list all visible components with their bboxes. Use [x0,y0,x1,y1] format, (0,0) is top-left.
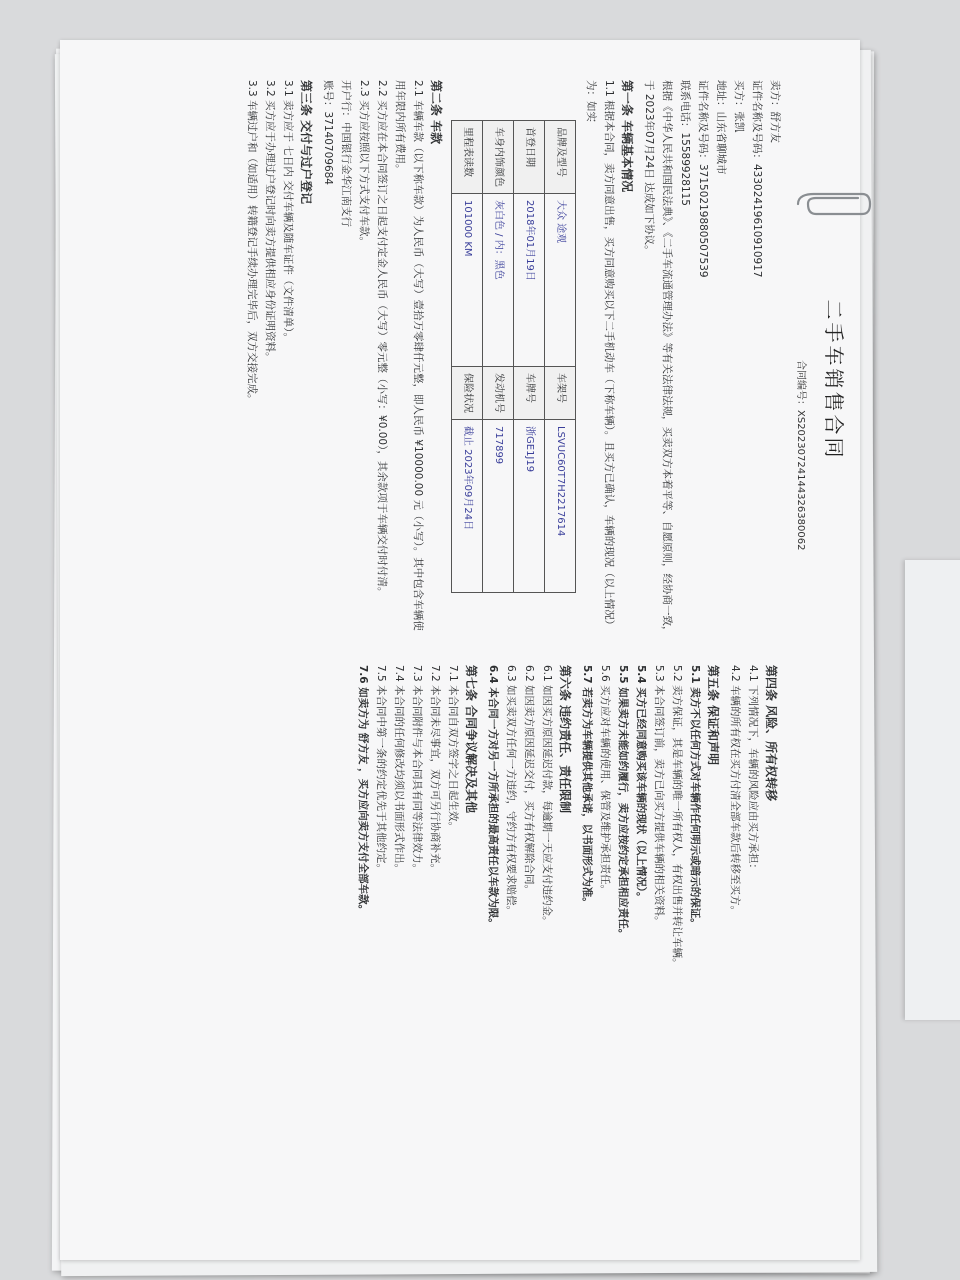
section-2-line: 2.1 车辆车款（以下称车款）为人民币（大写）壹拾万零肆仟元整，即人民币 ¥10000.00 元（小写）。其中包含车辆使用年限内所有费用。 [394,80,424,631]
table-row [483,121,514,593]
section-1-line: 1.1 根据本合同，卖方同意出售，买方同意购买以下二手机动车（下称车辆）。且买方已确认，车辆的现况（以上情况）为：如实 [585,80,615,631]
party-buyer-phone: 联系电话：15589928115 [679,80,691,206]
table-cell: 发动机号 [483,367,514,420]
table-cell: 里程表读数 [452,121,483,194]
section-3-title: 第三条 交付与过户登记 [299,80,313,205]
section-5-line: 5.7 若卖方为车辆提供其他承诺，以书面形式为准。 [581,665,593,908]
contract-title: 二手车销售合同 [822,299,846,461]
preamble: 根据《中华人民共和国民法典》、《二手车流通管理办法》等有关法律法规，买卖双方本着平等、自愿原则，经协商一致，于 2023年07月24日 达成如下协议。 [643,80,673,637]
section-7-title: 第七条 合同争议解决及其他 [464,665,478,814]
table-cell: LSVUC60T7H2217614 [545,420,576,593]
table-cell: 车架号 [545,367,576,420]
section-5-line: 5.5 如果卖方未能如约履行，卖方应按约定承担相应责任。 [617,665,629,940]
section-4-line: 4.1 下列情况下，车辆的风险应由买方承担： [747,665,759,875]
section-6-line: 6.1 如因买方原因延迟付款，每逾期一天应支付违约金。 [541,665,553,927]
party-buyer-address: 地址：山东省聊城市 [715,80,727,175]
section-3-line: 3.1 卖方应于 七日内 交付车辆及随车证件（文件清单）。 [282,80,294,343]
table-cell: 浙GE1J19 [514,420,545,593]
section-7-line: 7.1 本合同自双方签字之日起生效。 [447,665,459,833]
party-buyer: 买方：张凯 [733,80,745,133]
section-5-line: 5.6 买方应对车辆的使用、保管及维护承担责任。 [599,665,611,896]
section-6-line: 6.3 如买卖双方任何一方违约，守约方有权要求赔偿。 [505,665,517,917]
section-2-title: 第二条 车款 [429,80,443,145]
section-7-line: 7.5 本合同中第一条的约定优先于其他约定。 [375,665,387,875]
table-cell: 保险状况 [452,367,483,420]
section-7-line: 7.3 本合同附件与本合同具有同等法律效力。 [411,665,423,875]
section-3-line: 3.3 车辆过户和（如适用）转籍登记手续办理完毕后，双方交接完成。 [246,80,258,405]
section-7-line: 7.2 本合同未尽事宜，双方可另行协商补充。 [429,665,441,875]
table-row [452,121,483,593]
left-column [243,80,820,640]
section-5-line: 5.2 卖方保证，其是车辆的唯一所有权人，有权出售并转让车辆。 [671,665,683,969]
background-paper [905,560,960,1020]
rotated-content [60,40,860,1260]
party-seller: 卖方：舒方友 [769,80,781,143]
section-4-line: 4.2 车辆的所有权在买方付清全部车款后转移至买方。 [729,665,741,917]
section-6-title: 第六条 违约责任、责任限制 [558,665,572,814]
right-column [354,665,820,1225]
section-6-line: 6.4 本合同一方对另一方所承担的最高责任以车款为限。 [487,665,499,929]
section-7-line: 7.6 如卖方为 舒方友 ，买方应向卖方支付全部车款。 [357,665,369,916]
table-cell: 首登日期 [514,121,545,194]
section-4-title: 第四条 风险、所有权转移 [764,665,778,802]
section-7-line: 7.4 本合同的任何修改均须以书面形式作出。 [393,665,405,875]
section-5-line: 5.4 买方已经同意购买该车辆的现状（以上情况）。 [635,665,647,903]
table-cell: 截止 2023年09月24日 [452,420,483,593]
bank-account: 账号：37140709684 [322,80,334,185]
section-2-line: 2.2 买方应在本合同签订之日起支付定金人民币（大写）零元整（小写：¥0.00），其余款项于车辆交付时付清。 [376,80,388,598]
section-5-line: 5.1 卖方不以任何方式对车辆作任何明示或暗示的保证。 [689,665,701,929]
section-2-line: 2.3 买方应按照以下方式支付车款。 [358,80,370,248]
table-row [545,121,576,593]
table-cell: 品牌及型号 [545,121,576,194]
table-cell: 车牌号 [514,367,545,420]
party-seller-id: 证件名称及号码：43302419610910917 [751,80,763,278]
section-5-line: 5.3 本合同签订前，卖方已向买方提供车辆的相关资料。 [653,665,665,927]
contract-page [60,40,860,1260]
vehicle-table [451,120,576,593]
table-cell: 717899 [483,420,514,593]
section-3-line: 3.2 买方应于办理过户登记时向卖方提供相应身份证明资料。 [264,80,276,363]
party-buyer-id: 证件名称及号码：37150219880507539 [697,80,709,278]
table-cell: 车身内饰颜色 [483,121,514,194]
section-1-title: 第一条 车辆基本情况 [620,80,634,193]
contract-number: 合同编号：XS20230724144326380062 [795,360,806,551]
table-cell: 灰白色 / 内：黑色 [483,194,514,367]
section-6-line: 6.2 如因卖方原因延迟交付，买方有权解除合同。 [523,665,535,896]
table-cell: 101000 KM [452,194,483,367]
paper-clip-icon [792,190,872,218]
table-row [514,121,545,593]
bank-name: 开户行：中国银行金华江南支行 [340,80,352,227]
section-5-title: 第五条 保证和声明 [706,665,720,766]
table-cell: 大众 途观 [545,194,576,367]
table-cell: 2018年01月19日 [514,194,545,367]
